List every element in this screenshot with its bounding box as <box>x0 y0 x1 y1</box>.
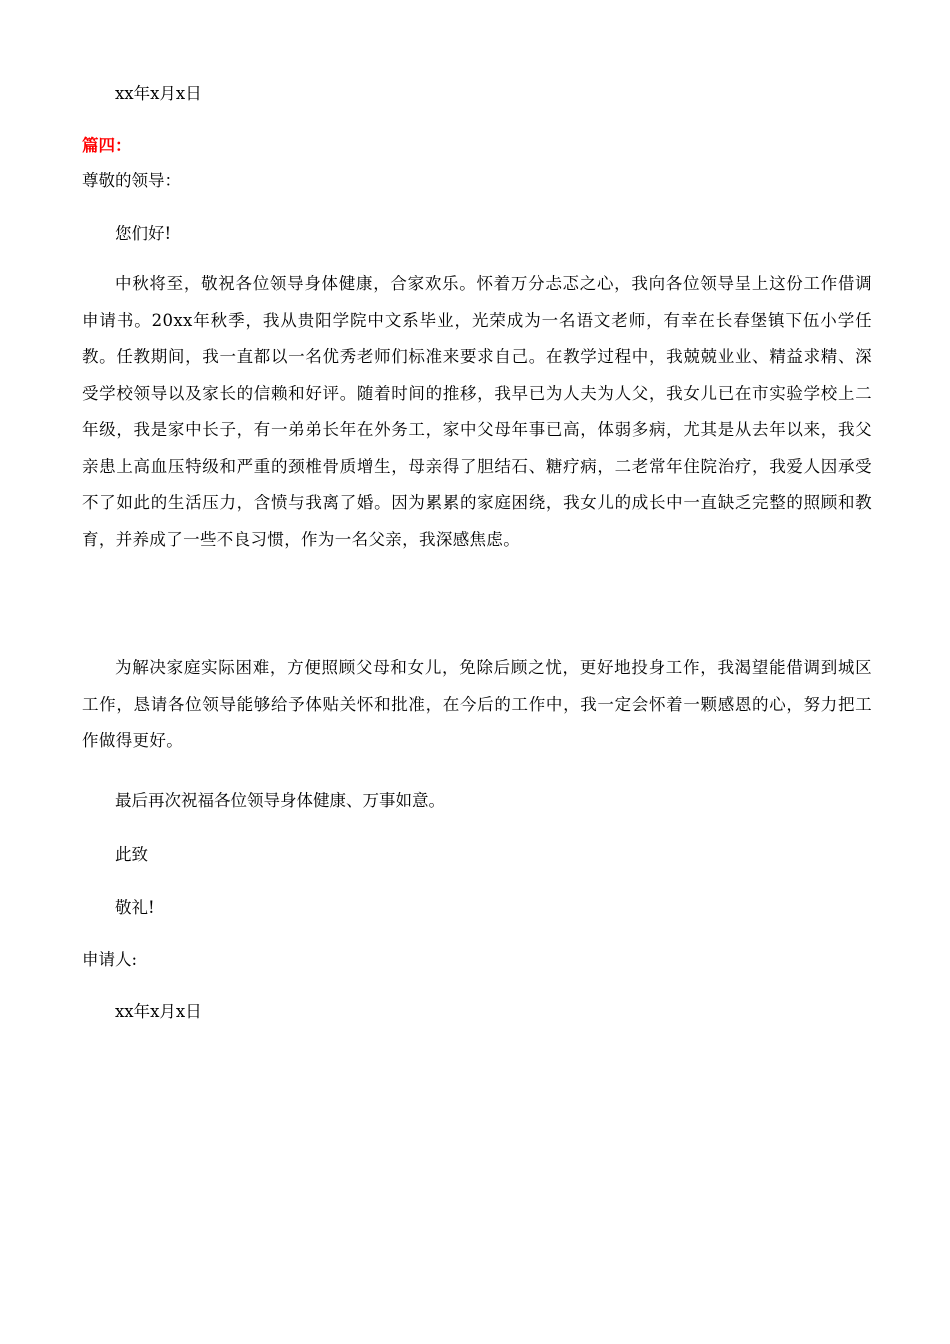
top-date: xx年x月x日 <box>115 84 202 103</box>
applicant-label: 申请人: <box>82 950 138 969</box>
body-paragraph-1: 中秋将至，敬祝各位领导身体健康，合家欢乐。怀着万分忐忑之心，我向各位领导呈上这份工作借调申请书。20xx年秋季，我从贵阳学院中文系毕业，光荣成为一名语文老师，有幸在长春堡镇下伍小学任教。任教期间，我一直都以一名优秀老师们标准来要求自己。在教学过程中，我兢兢业业、精益求精、深受学校领导以及家长的信赖和好评。随着时间的推移，我早已为人夫为人父，我女儿已在市实验学校上二年级，我是家中长子，有一弟弟长年在外务工，家中父母年事已高，体弱多病，尤其是从去年以来，我父亲患上高血压特级和严重的颈椎骨质增生，母亲得了胆结石、糖疗病，二老常年住院治疗，我爱人因承受不了如此的生活压力，含愤与我离了婚。因为累累的家庭困绕，我女儿的成长中一直缺乏完整的照顾和教育，并养成了一些不良习惯，作为一名父亲，我深感焦虑。 <box>82 274 872 549</box>
body-paragraph-2: 为解决家庭实际困难，方便照顾父母和女儿，免除后顾之忧，更好地投身工作，我渴望能借调到城区工作，恳请各位领导能够给予体贴关怀和批准，在今后的工作中，我一定会怀着一颗感恩的心，努力把工作做得更好。 <box>82 658 872 750</box>
closing-salute: 敬礼! <box>115 898 155 917</box>
salutation: 尊敬的领导： <box>82 171 181 190</box>
closing-wish: 最后再次祝福各位领导身体健康、万事如意。 <box>115 791 445 810</box>
bottom-date: xx年x月x日 <box>115 1002 202 1021</box>
greeting: 您们好! <box>115 224 172 243</box>
closing-regards: 此致 <box>115 845 148 864</box>
section-heading: 篇四： <box>82 136 132 155</box>
